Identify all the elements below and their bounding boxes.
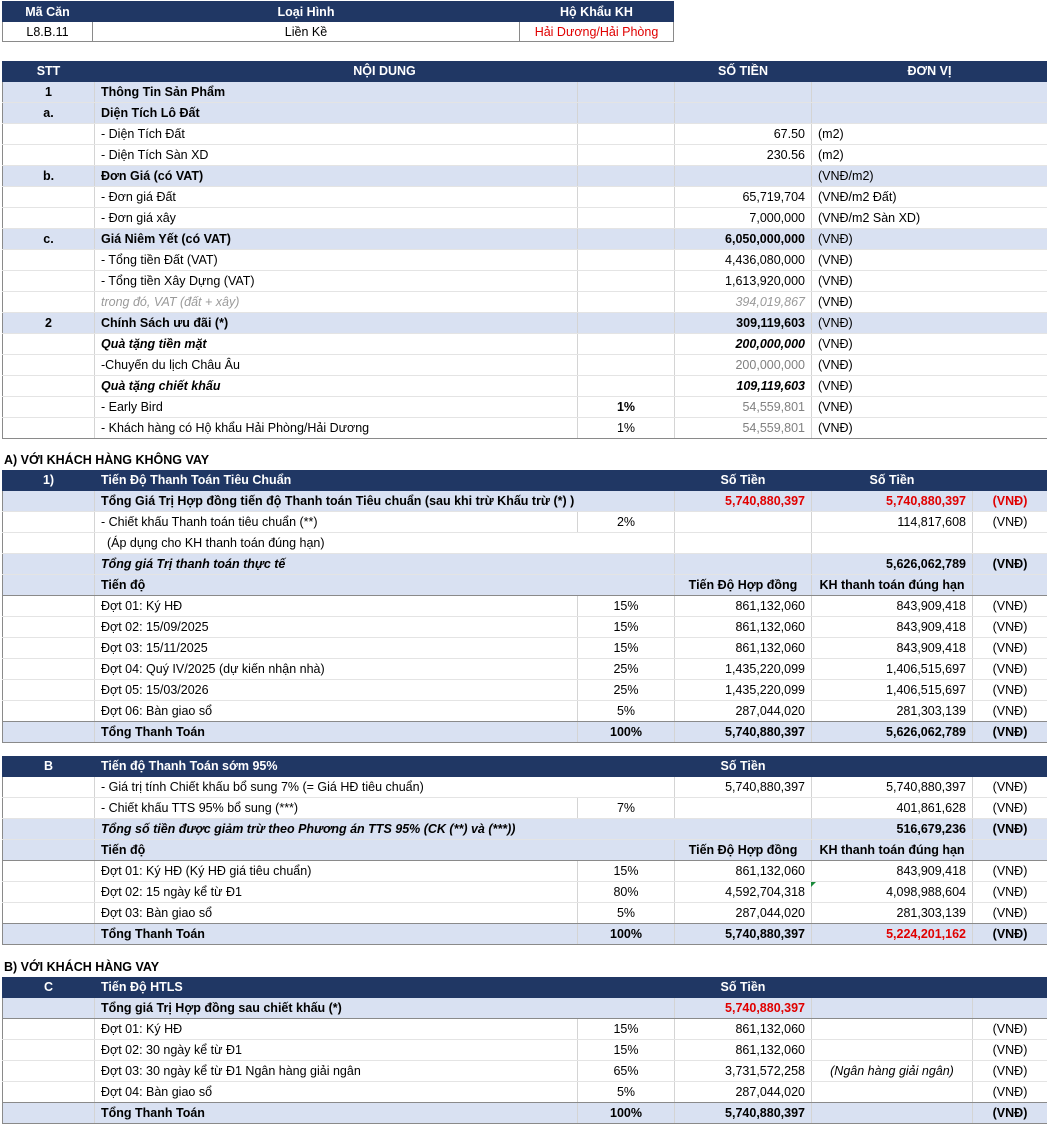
unit-cell[interactable]: (VNĐ) bbox=[812, 418, 1047, 439]
amount-cell[interactable]: 67.50 bbox=[675, 124, 812, 145]
header-household[interactable]: Hộ Khẩu KH bbox=[520, 2, 674, 22]
stt-cell[interactable] bbox=[3, 208, 95, 229]
empty-cell[interactable] bbox=[3, 533, 95, 554]
empty-cell[interactable] bbox=[675, 512, 812, 533]
content-cell[interactable]: Quà tặng tiền mặt bbox=[95, 334, 578, 355]
stt-cell[interactable] bbox=[3, 124, 95, 145]
installment-contract[interactable]: 1,435,220,099 bbox=[675, 680, 812, 701]
section-a-col2-header[interactable]: Số Tiền bbox=[812, 470, 973, 491]
empty-cell[interactable] bbox=[3, 491, 95, 512]
content-cell[interactable]: trong đó, VAT (đất + xây) bbox=[95, 292, 578, 313]
installment-unit[interactable]: (VNĐ) bbox=[973, 596, 1047, 617]
table-row bbox=[3, 334, 1047, 355]
empty-cell[interactable] bbox=[3, 1019, 95, 1040]
unit-cell[interactable]: (VNĐ) bbox=[812, 250, 1047, 271]
c-total-label[interactable]: Tổng Thanh Toán bbox=[95, 1103, 578, 1124]
stt-cell[interactable]: 1 bbox=[3, 82, 95, 103]
empty-cell[interactable] bbox=[3, 777, 95, 798]
installment-contract[interactable]: 861,132,060 bbox=[675, 1040, 812, 1061]
empty-cell[interactable] bbox=[3, 701, 95, 722]
percent-cell[interactable] bbox=[578, 145, 675, 166]
installment-pct[interactable]: 15% bbox=[578, 617, 675, 638]
table-row bbox=[3, 82, 1047, 103]
percent-cell[interactable] bbox=[578, 250, 675, 271]
stt-cell[interactable] bbox=[3, 355, 95, 376]
installment-pct[interactable]: 15% bbox=[578, 861, 675, 882]
empty-cell[interactable] bbox=[3, 554, 95, 575]
installment-pct[interactable]: 15% bbox=[578, 638, 675, 659]
c-total-col1[interactable]: 5,740,880,397 bbox=[675, 1103, 812, 1124]
empty-cell[interactable] bbox=[3, 998, 95, 1019]
amount-cell[interactable] bbox=[675, 82, 812, 103]
table-row bbox=[3, 701, 1047, 722]
table-row bbox=[3, 617, 1047, 638]
empty-cell[interactable] bbox=[3, 819, 95, 840]
percent-cell[interactable] bbox=[578, 271, 675, 292]
unit-cell[interactable]: (VNĐ) bbox=[812, 355, 1047, 376]
content-cell[interactable]: - Đơn giá xây bbox=[95, 208, 578, 229]
content-cell[interactable]: Giá Niêm Yết (có VAT) bbox=[95, 229, 578, 250]
percent-cell[interactable] bbox=[578, 313, 675, 334]
empty-cell[interactable] bbox=[3, 1082, 95, 1103]
product-info-table bbox=[2, 61, 1047, 439]
table-row bbox=[3, 208, 1047, 229]
basis-col1[interactable]: 5,740,880,397 bbox=[675, 777, 812, 798]
schedule-header-col1[interactable]: Tiến Độ Hợp đồng bbox=[675, 575, 812, 596]
schedule-header-col2[interactable]: KH thanh toán đúng hạn bbox=[812, 575, 973, 596]
section-b-col1-header[interactable]: Số Tiền bbox=[675, 756, 812, 777]
table-row bbox=[3, 313, 1047, 334]
installment-note[interactable]: (Ngân hàng giải ngân) bbox=[812, 1061, 973, 1082]
installment-unit[interactable]: (VNĐ) bbox=[973, 617, 1047, 638]
installment-unit[interactable]: (VNĐ) bbox=[973, 659, 1047, 680]
section-c-stt[interactable]: C bbox=[3, 977, 95, 998]
installment-contract[interactable]: 861,132,060 bbox=[675, 617, 812, 638]
empty-cell[interactable] bbox=[3, 680, 95, 701]
installment-ontime[interactable]: 281,303,139 bbox=[812, 701, 973, 722]
unit-cell[interactable]: (VNĐ) bbox=[812, 397, 1047, 418]
table-row bbox=[3, 1019, 1047, 1040]
b-total-label[interactable]: Tổng Thanh Toán bbox=[95, 924, 578, 945]
installment-label[interactable]: Đợt 01: Ký HĐ (Ký HĐ giá tiêu chuẩn) bbox=[95, 861, 578, 882]
total-unit[interactable]: (VNĐ) bbox=[973, 722, 1047, 743]
installment-unit[interactable]: (VNĐ) bbox=[973, 1082, 1047, 1103]
basis-unit[interactable]: (VNĐ) bbox=[973, 777, 1047, 798]
percent-cell[interactable] bbox=[578, 187, 675, 208]
table-row bbox=[3, 1082, 1047, 1103]
installment-contract[interactable]: 4,592,704,318 bbox=[675, 882, 812, 903]
unit-cell[interactable]: (VNĐ) bbox=[812, 229, 1047, 250]
stt-cell[interactable] bbox=[3, 418, 95, 439]
table-row bbox=[3, 355, 1047, 376]
section-a-title[interactable]: Tiến Độ Thanh Toán Tiêu Chuẩn bbox=[95, 470, 675, 491]
installment-unit[interactable]: (VNĐ) bbox=[973, 882, 1047, 903]
empty-cell[interactable] bbox=[3, 1103, 95, 1124]
installment-ontime[interactable]: 843,909,418 bbox=[812, 617, 973, 638]
installment-ontime[interactable]: 4,098,988,604 bbox=[812, 882, 973, 903]
content-cell[interactable]: Thông Tin Sản Phẩm bbox=[95, 82, 578, 103]
installment-contract[interactable]: 861,132,060 bbox=[675, 861, 812, 882]
installment-pct[interactable]: 15% bbox=[578, 596, 675, 617]
household-value[interactable]: Hải Dương/Hải Phòng bbox=[520, 22, 674, 42]
content-cell[interactable]: -Chuyến du lịch Châu Âu bbox=[95, 355, 578, 376]
percent-cell[interactable] bbox=[578, 166, 675, 187]
b-total-col2[interactable]: 5,224,201,162 bbox=[812, 924, 973, 945]
unit-cell[interactable]: (VNĐ/m2 Sàn XD) bbox=[812, 208, 1047, 229]
installment-label[interactable]: Đợt 06: Bàn giao sổ bbox=[95, 701, 578, 722]
installment-unit[interactable]: (VNĐ) bbox=[973, 680, 1047, 701]
empty-cell[interactable] bbox=[973, 977, 1047, 998]
empty-cell[interactable] bbox=[812, 998, 973, 1019]
installment-unit[interactable]: (VNĐ) bbox=[973, 861, 1047, 882]
b-total-pct[interactable]: 100% bbox=[578, 924, 675, 945]
table-row bbox=[3, 1061, 1047, 1082]
b-total-unit[interactable]: (VNĐ) bbox=[973, 924, 1047, 945]
table-row bbox=[3, 397, 1047, 418]
table-row bbox=[3, 903, 1047, 924]
percent-cell[interactable] bbox=[578, 103, 675, 124]
empty-cell[interactable] bbox=[973, 470, 1047, 491]
installment-label[interactable]: Đợt 01: Ký HĐ bbox=[95, 596, 578, 617]
type-value[interactable]: Liền Kề bbox=[93, 22, 520, 42]
installment-ontime[interactable]: 843,909,418 bbox=[812, 638, 973, 659]
table-row bbox=[3, 229, 1047, 250]
empty-cell[interactable] bbox=[3, 924, 95, 945]
amount-cell[interactable] bbox=[675, 166, 812, 187]
empty-cell[interactable] bbox=[3, 596, 95, 617]
amount-cell[interactable]: 6,050,000,000 bbox=[675, 229, 812, 250]
installment-pct[interactable]: 15% bbox=[578, 1040, 675, 1061]
content-cell[interactable]: - Diện Tích Đất bbox=[95, 124, 578, 145]
discount-pct[interactable]: 2% bbox=[578, 512, 675, 533]
b-discount-value[interactable]: 401,861,628 bbox=[812, 798, 973, 819]
installment-note[interactable] bbox=[812, 1040, 973, 1061]
header-stt[interactable]: STT bbox=[3, 61, 95, 82]
early-payment-table bbox=[2, 756, 1047, 945]
stt-cell[interactable] bbox=[3, 187, 95, 208]
amount-cell[interactable]: 65,719,704 bbox=[675, 187, 812, 208]
empty-cell[interactable] bbox=[812, 1103, 973, 1124]
installment-unit[interactable]: (VNĐ) bbox=[973, 1019, 1047, 1040]
section-c-col1-header[interactable]: Số Tiền bbox=[675, 977, 812, 998]
empty-cell[interactable] bbox=[3, 882, 95, 903]
table-row bbox=[3, 376, 1047, 397]
actual-total-value[interactable]: 5,626,062,789 bbox=[812, 554, 973, 575]
installment-label[interactable]: Đợt 03: 15/11/2025 bbox=[95, 638, 578, 659]
table-row bbox=[3, 418, 1047, 439]
installment-label[interactable]: Đợt 03: Bàn giao sổ bbox=[95, 903, 578, 924]
installment-pct[interactable]: 65% bbox=[578, 1061, 675, 1082]
installment-unit[interactable]: (VNĐ) bbox=[973, 1040, 1047, 1061]
installment-ontime[interactable]: 281,303,139 bbox=[812, 903, 973, 924]
c-total-unit[interactable]: (VNĐ) bbox=[973, 1103, 1047, 1124]
stt-cell[interactable] bbox=[3, 145, 95, 166]
header-content[interactable]: NỘI DUNG bbox=[95, 61, 675, 82]
table-row bbox=[3, 187, 1047, 208]
empty-cell[interactable] bbox=[3, 861, 95, 882]
installment-note[interactable] bbox=[812, 1082, 973, 1103]
installment-pct[interactable]: 5% bbox=[578, 903, 675, 924]
empty-cell[interactable] bbox=[973, 840, 1047, 861]
unit-info-table bbox=[2, 1, 674, 42]
unit-cell[interactable]: (m2) bbox=[812, 124, 1047, 145]
total-pct[interactable]: 100% bbox=[578, 722, 675, 743]
amount-cell[interactable]: 200,000,000 bbox=[675, 334, 812, 355]
installment-contract[interactable]: 287,044,020 bbox=[675, 701, 812, 722]
b-schedule-header-col1[interactable]: Tiến Độ Hợp đồng bbox=[675, 840, 812, 861]
empty-cell[interactable] bbox=[3, 638, 95, 659]
table-row bbox=[3, 292, 1047, 313]
content-cell[interactable]: - Đơn giá Đất bbox=[95, 187, 578, 208]
installment-unit[interactable]: (VNĐ) bbox=[973, 1061, 1047, 1082]
installment-label[interactable]: Đợt 04: Quý IV/2025 (dự kiến nhận nhà) bbox=[95, 659, 578, 680]
installment-pct[interactable]: 15% bbox=[578, 1019, 675, 1040]
amount-cell[interactable]: 309,119,603 bbox=[675, 313, 812, 334]
installment-contract[interactable]: 861,132,060 bbox=[675, 596, 812, 617]
section-title-loan: B) VỚI KHÁCH HÀNG VAY bbox=[4, 960, 160, 974]
cell-comment-marker-icon bbox=[811, 882, 816, 887]
total-label[interactable]: Tổng Thanh Toán bbox=[95, 722, 578, 743]
total-contract-col2[interactable]: 5,740,880,397 bbox=[812, 491, 973, 512]
amount-cell[interactable]: 7,000,000 bbox=[675, 208, 812, 229]
table-row bbox=[3, 861, 1047, 882]
percent-cell[interactable] bbox=[578, 208, 675, 229]
empty-cell[interactable] bbox=[973, 575, 1047, 596]
empty-cell[interactable] bbox=[3, 659, 95, 680]
table-row bbox=[3, 166, 1047, 187]
section-a-stt[interactable]: 1) bbox=[3, 470, 95, 491]
basis-col2[interactable]: 5,740,880,397 bbox=[812, 777, 973, 798]
amount-cell[interactable]: 230.56 bbox=[675, 145, 812, 166]
installment-pct[interactable]: 5% bbox=[578, 1082, 675, 1103]
table-row bbox=[3, 271, 1047, 292]
b-discount-unit[interactable]: (VNĐ) bbox=[973, 798, 1047, 819]
installment-unit[interactable]: (VNĐ) bbox=[973, 701, 1047, 722]
amount-cell[interactable]: 54,559,801 bbox=[675, 397, 812, 418]
content-cell[interactable]: - Diện Tích Sàn XD bbox=[95, 145, 578, 166]
actual-total-unit[interactable]: (VNĐ) bbox=[973, 554, 1047, 575]
unit-code-value[interactable]: L8.B.11 bbox=[3, 22, 93, 42]
unit-cell[interactable]: (VNĐ/m2 Đất) bbox=[812, 187, 1047, 208]
installment-contract[interactable]: 287,044,020 bbox=[675, 903, 812, 924]
section-b-title[interactable]: Tiến độ Thanh Toán sớm 95% bbox=[95, 756, 675, 777]
amount-cell[interactable]: 200,000,000 bbox=[675, 355, 812, 376]
installment-label[interactable]: Đợt 02: 30 ngày kể từ Đ1 bbox=[95, 1040, 578, 1061]
table-row bbox=[3, 145, 1047, 166]
stt-cell[interactable]: c. bbox=[3, 229, 95, 250]
table-row bbox=[3, 596, 1047, 617]
unit-cell[interactable]: (VNĐ) bbox=[812, 271, 1047, 292]
installment-label[interactable]: Đợt 01: Ký HĐ bbox=[95, 1019, 578, 1040]
installment-unit[interactable]: (VNĐ) bbox=[973, 903, 1047, 924]
table-row bbox=[3, 659, 1047, 680]
empty-cell[interactable] bbox=[812, 756, 973, 777]
total-contract-label[interactable]: Tổng Giá Trị Hợp đồng tiến độ Thanh toán Tiêu chuẩn (sau khi trừ Khấu trừ (*) ) bbox=[95, 491, 675, 512]
installment-contract[interactable]: 861,132,060 bbox=[675, 638, 812, 659]
unit-cell[interactable]: (VNĐ) bbox=[812, 376, 1047, 397]
installment-label[interactable]: Đợt 02: 15 ngày kể từ Đ1 bbox=[95, 882, 578, 903]
section-c-title[interactable]: Tiến Độ HTLS bbox=[95, 977, 675, 998]
table-row bbox=[3, 124, 1047, 145]
empty-cell[interactable] bbox=[3, 1040, 95, 1061]
unit-cell[interactable] bbox=[812, 103, 1047, 124]
empty-cell[interactable] bbox=[973, 533, 1047, 554]
content-cell[interactable]: Đơn Giá (có VAT) bbox=[95, 166, 578, 187]
installment-ontime[interactable]: 843,909,418 bbox=[812, 596, 973, 617]
stt-cell[interactable]: a. bbox=[3, 103, 95, 124]
empty-cell[interactable] bbox=[812, 533, 973, 554]
discount-label[interactable]: - Chiết khấu Thanh toán tiêu chuẩn (**) bbox=[95, 512, 578, 533]
empty-cell[interactable] bbox=[675, 533, 812, 554]
b-schedule-header-col2[interactable]: KH thanh toán đúng hạn bbox=[812, 840, 973, 861]
amount-cell[interactable]: 109,119,603 bbox=[675, 376, 812, 397]
b-total-col1[interactable]: 5,740,880,397 bbox=[675, 924, 812, 945]
empty-cell[interactable] bbox=[675, 798, 812, 819]
total-contract-col1[interactable]: 5,740,880,397 bbox=[675, 491, 812, 512]
stt-cell[interactable]: b. bbox=[3, 166, 95, 187]
section-title-no-loan: A) VỚI KHÁCH HÀNG KHÔNG VAY bbox=[4, 453, 210, 467]
empty-cell[interactable] bbox=[3, 1061, 95, 1082]
amount-cell[interactable] bbox=[675, 103, 812, 124]
content-cell[interactable]: Quà tặng chiết khấu bbox=[95, 376, 578, 397]
installment-note[interactable] bbox=[812, 1019, 973, 1040]
content-cell[interactable]: - Early Bird bbox=[95, 397, 578, 418]
installment-pct[interactable]: 5% bbox=[578, 701, 675, 722]
stt-cell[interactable] bbox=[3, 397, 95, 418]
empty-cell[interactable] bbox=[3, 840, 95, 861]
empty-cell[interactable] bbox=[973, 756, 1047, 777]
stt-cell[interactable] bbox=[3, 250, 95, 271]
stt-cell[interactable] bbox=[3, 271, 95, 292]
stt-cell[interactable] bbox=[3, 292, 95, 313]
installment-pct[interactable]: 25% bbox=[578, 659, 675, 680]
percent-cell[interactable]: 1% bbox=[578, 397, 675, 418]
installment-pct[interactable]: 80% bbox=[578, 882, 675, 903]
actual-total-label[interactable]: Tổng giá Trị thanh toán thực tế bbox=[95, 554, 675, 575]
empty-cell[interactable] bbox=[675, 554, 812, 575]
content-cell[interactable]: Chính Sách ưu đãi (*) bbox=[95, 313, 578, 334]
installment-ontime[interactable]: 1,406,515,697 bbox=[812, 659, 973, 680]
section-b-stt[interactable]: B bbox=[3, 756, 95, 777]
empty-cell[interactable] bbox=[3, 575, 95, 596]
unit-cell[interactable]: (m2) bbox=[812, 145, 1047, 166]
installment-contract[interactable]: 3,731,572,258 bbox=[675, 1061, 812, 1082]
installment-label[interactable]: Đợt 02: 15/09/2025 bbox=[95, 617, 578, 638]
content-cell[interactable]: - Tổng tiền Đất (VAT) bbox=[95, 250, 578, 271]
amount-cell[interactable]: 54,559,801 bbox=[675, 418, 812, 439]
c-total-pct[interactable]: 100% bbox=[578, 1103, 675, 1124]
total-contract-unit[interactable]: (VNĐ) bbox=[973, 491, 1047, 512]
installment-label[interactable]: Đợt 04: Bàn giao sổ bbox=[95, 1082, 578, 1103]
header-unit[interactable]: ĐƠN VỊ bbox=[812, 61, 1047, 82]
total-col2[interactable]: 5,626,062,789 bbox=[812, 722, 973, 743]
content-cell[interactable]: - Khách hàng có Hộ khẩu Hải Phòng/Hải Dương bbox=[95, 418, 578, 439]
stt-cell[interactable]: 2 bbox=[3, 313, 95, 334]
c-total-contract-label[interactable]: Tổng giá Trị Hợp đồng sau chiết khấu (*) bbox=[95, 998, 675, 1019]
table-row bbox=[3, 250, 1047, 271]
header-type[interactable]: Loại Hình bbox=[93, 2, 520, 22]
installment-ontime[interactable]: 843,909,418 bbox=[812, 861, 973, 882]
header-amount[interactable]: SỐ TIỀN bbox=[675, 61, 812, 82]
percent-cell[interactable] bbox=[578, 124, 675, 145]
installment-pct[interactable]: 25% bbox=[578, 680, 675, 701]
total-col1[interactable]: 5,740,880,397 bbox=[675, 722, 812, 743]
amount-cell[interactable]: 1,613,920,000 bbox=[675, 271, 812, 292]
unit-cell[interactable]: (VNĐ/m2) bbox=[812, 166, 1047, 187]
schedule-header-label[interactable]: Tiến độ bbox=[95, 575, 675, 596]
empty-cell[interactable] bbox=[3, 722, 95, 743]
installment-label[interactable]: Đợt 05: 15/03/2026 bbox=[95, 680, 578, 701]
table-row bbox=[3, 1040, 1047, 1061]
header-unit-code[interactable]: Mã Căn bbox=[3, 2, 93, 22]
empty-cell[interactable] bbox=[3, 798, 95, 819]
content-cell[interactable]: Diện Tích Lô Đất bbox=[95, 103, 578, 124]
empty-cell[interactable] bbox=[3, 617, 95, 638]
stt-cell[interactable] bbox=[3, 334, 95, 355]
percent-cell[interactable] bbox=[578, 82, 675, 103]
content-cell[interactable]: - Tổng tiền Xây Dựng (VAT) bbox=[95, 271, 578, 292]
discount-unit[interactable]: (VNĐ) bbox=[973, 512, 1047, 533]
amount-cell[interactable]: 394,019,867 bbox=[675, 292, 812, 313]
installment-contract[interactable]: 1,435,220,099 bbox=[675, 659, 812, 680]
standard-payment-table bbox=[2, 470, 1047, 743]
b-schedule-header-label[interactable]: Tiến độ bbox=[95, 840, 675, 861]
discount-value[interactable]: 114,817,608 bbox=[812, 512, 973, 533]
percent-cell[interactable] bbox=[578, 334, 675, 355]
section-a-col1-header[interactable]: Số Tiền bbox=[675, 470, 812, 491]
stt-cell[interactable] bbox=[3, 376, 95, 397]
basis-label[interactable]: - Giá trị tính Chiết khấu bổ sung 7% (= Giá HĐ tiêu chuẩn) bbox=[95, 777, 675, 798]
installment-label[interactable]: Đợt 03: 30 ngày kể từ Đ1 Ngân hàng giải ngân bbox=[95, 1061, 578, 1082]
reduction-unit[interactable]: (VNĐ) bbox=[973, 819, 1047, 840]
reduction-value[interactable]: 516,679,236 bbox=[812, 819, 973, 840]
unit-cell[interactable] bbox=[812, 82, 1047, 103]
table-row bbox=[3, 103, 1047, 124]
b-discount-pct[interactable]: 7% bbox=[578, 798, 675, 819]
empty-cell[interactable] bbox=[973, 998, 1047, 1019]
percent-cell[interactable] bbox=[578, 229, 675, 250]
percent-cell[interactable]: 1% bbox=[578, 418, 675, 439]
reduction-label[interactable]: Tổng số tiền được giảm trừ theo Phương án TTS 95% (CK (**) và (***)) bbox=[95, 819, 812, 840]
table-row bbox=[3, 882, 1047, 903]
empty-cell[interactable] bbox=[3, 903, 95, 924]
b-discount-label[interactable]: - Chiết khấu TTS 95% bổ sung (***) bbox=[95, 798, 578, 819]
c-total-contract-col1[interactable]: 5,740,880,397 bbox=[675, 998, 812, 1019]
installment-contract[interactable]: 861,132,060 bbox=[675, 1019, 812, 1040]
unit-cell[interactable]: (VNĐ) bbox=[812, 292, 1047, 313]
unit-cell[interactable]: (VNĐ) bbox=[812, 313, 1047, 334]
amount-cell[interactable]: 4,436,080,000 bbox=[675, 250, 812, 271]
loan-payment-table bbox=[2, 977, 1047, 1124]
percent-cell[interactable] bbox=[578, 376, 675, 397]
discount-note[interactable]: (Áp dụng cho KH thanh toán đúng hạn) bbox=[95, 533, 675, 554]
empty-cell[interactable] bbox=[812, 977, 973, 998]
installment-unit[interactable]: (VNĐ) bbox=[973, 638, 1047, 659]
table-row bbox=[3, 638, 1047, 659]
table-row bbox=[3, 680, 1047, 701]
percent-cell[interactable] bbox=[578, 292, 675, 313]
unit-cell[interactable]: (VNĐ) bbox=[812, 334, 1047, 355]
installment-contract[interactable]: 287,044,020 bbox=[675, 1082, 812, 1103]
empty-cell[interactable] bbox=[3, 512, 95, 533]
installment-ontime[interactable]: 1,406,515,697 bbox=[812, 680, 973, 701]
percent-cell[interactable] bbox=[578, 355, 675, 376]
